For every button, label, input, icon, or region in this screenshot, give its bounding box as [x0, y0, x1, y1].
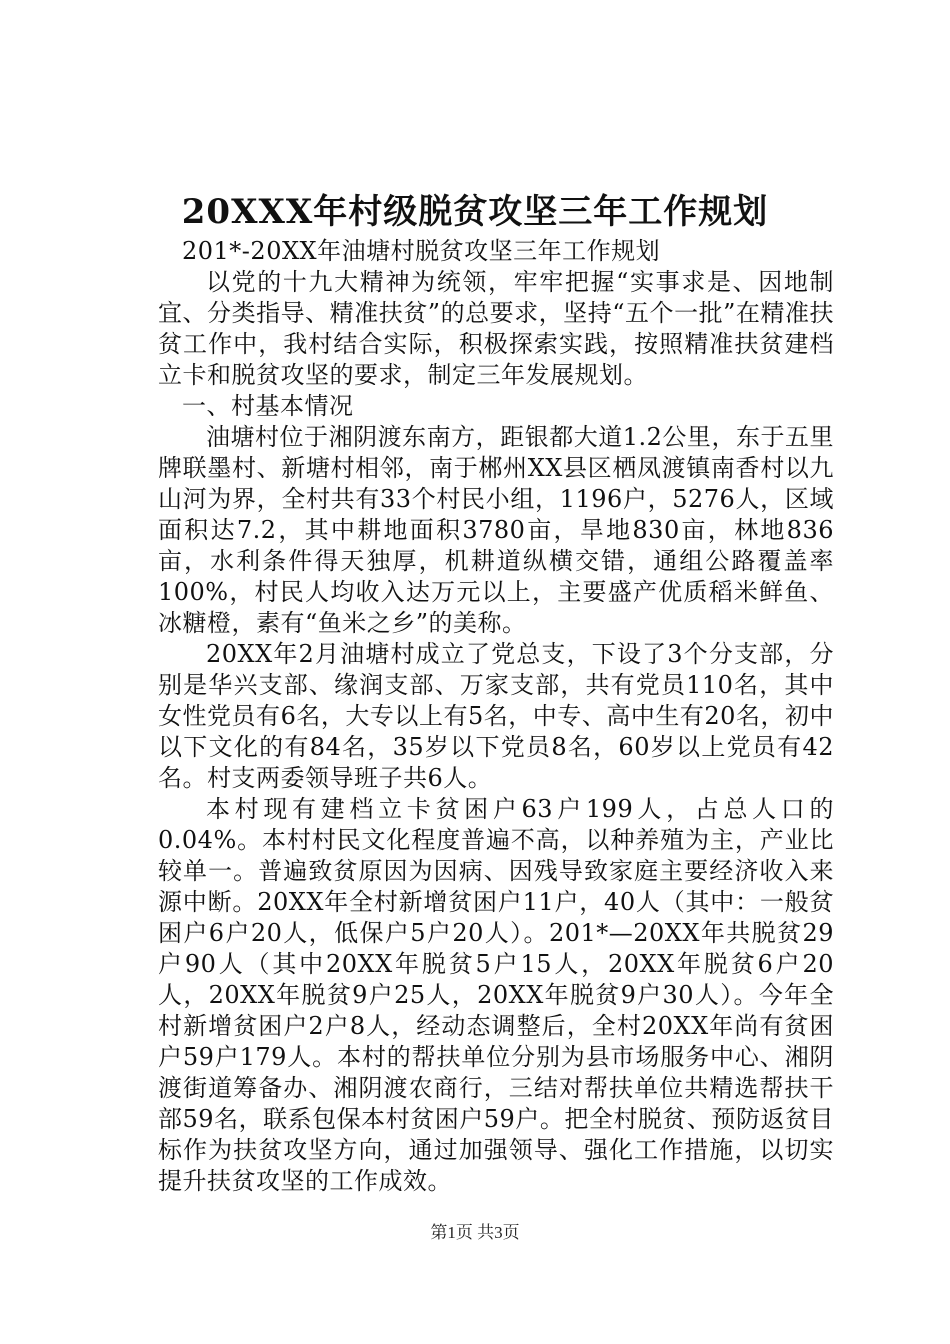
- intro-paragraph: 以党的十九大精神为统领，牢牢把握“实事求是、因地制宜、分类指导、精准扶贫”的总要求，坚持“五个一批”在精准扶贫工作中，我村结合实际，积极探索实践，按照精准扶贫建档立卡和脱贫攻坚的要求，制定三年发展规划。: [158, 268, 834, 389]
- page-footer: 第1页 共3页: [430, 1223, 520, 1242]
- village-overview-paragraph: 油塘村位于湘阴渡东南方，距银都大道1.2公里，东于五里牌联墨村、新塘村相邻，南于郴州XX县区栖凤渡镇南香村以九山河为界，全村共有33个村民小组，1196户，5276人，区域面积达7.2，其中耕地面积3780亩，旱地830亩，林地836亩，水利条件得天独厚，机耕道纵横交错，通组公路覆盖率100%，村民人均收入达万元以上，主要盛产优质稻米鲜鱼、冰糖橙，素有“鱼米之乡”的美称。: [158, 423, 834, 637]
- party-branch-paragraph: 20XX年2月油塘村成立了党总支，下设了3个分支部，分别是华兴支部、缘润支部、万家支部，共有党员110名，其中女性党员有6名，大专以上有5名，中专、高中生有20名，初中以下文化的有84名，35岁以下党员8名，60岁以上党员有42名。村支两委领导班子共6人。: [158, 640, 834, 792]
- section-heading: 一、村基本情况: [182, 392, 354, 420]
- poverty-status-paragraph: 本村现有建档立卡贫困户63户199人，占总人口的0.04%。本村村民文化程度普遍不高，以种养殖为主，产业比较单一。普遍致贫原因为因病、因残导致家庭主要经济收入来源中断。20XX年全村新增贫困户11户，40人（其中：一般贫困户6户20人，低保户5户20人）。201*—20XX年共脱贫29户90人（其中20XX年脱贫5户15人，20XX年脱贫6户20人，20XX年脱贫9户25人，20XX年脱贫9户30人）。今年全村新增贫困户2户8人，经动态调整后，全村20XX年尚有贫困户59户179人。本村的帮扶单位分别为县市场服务中心、湘阴渡街道筹备办、湘阴渡农商行，三结对帮扶单位共精选帮扶干部59名，联系包保本村贫困户59户。把全村脱贫、预防返贫目标作为扶贫攻坚方向，通过加强领导、强化工作措施，以切实提升扶贫攻坚的工作成效。: [158, 795, 834, 1195]
- document-title: 20XXX年村级脱贫攻坚三年工作规划: [181, 192, 769, 232]
- subtitle-paragraph: 201*-20XX年油塘村脱贫攻坚三年工作规划: [182, 237, 661, 265]
- document-body: [158, 236, 834, 1197]
